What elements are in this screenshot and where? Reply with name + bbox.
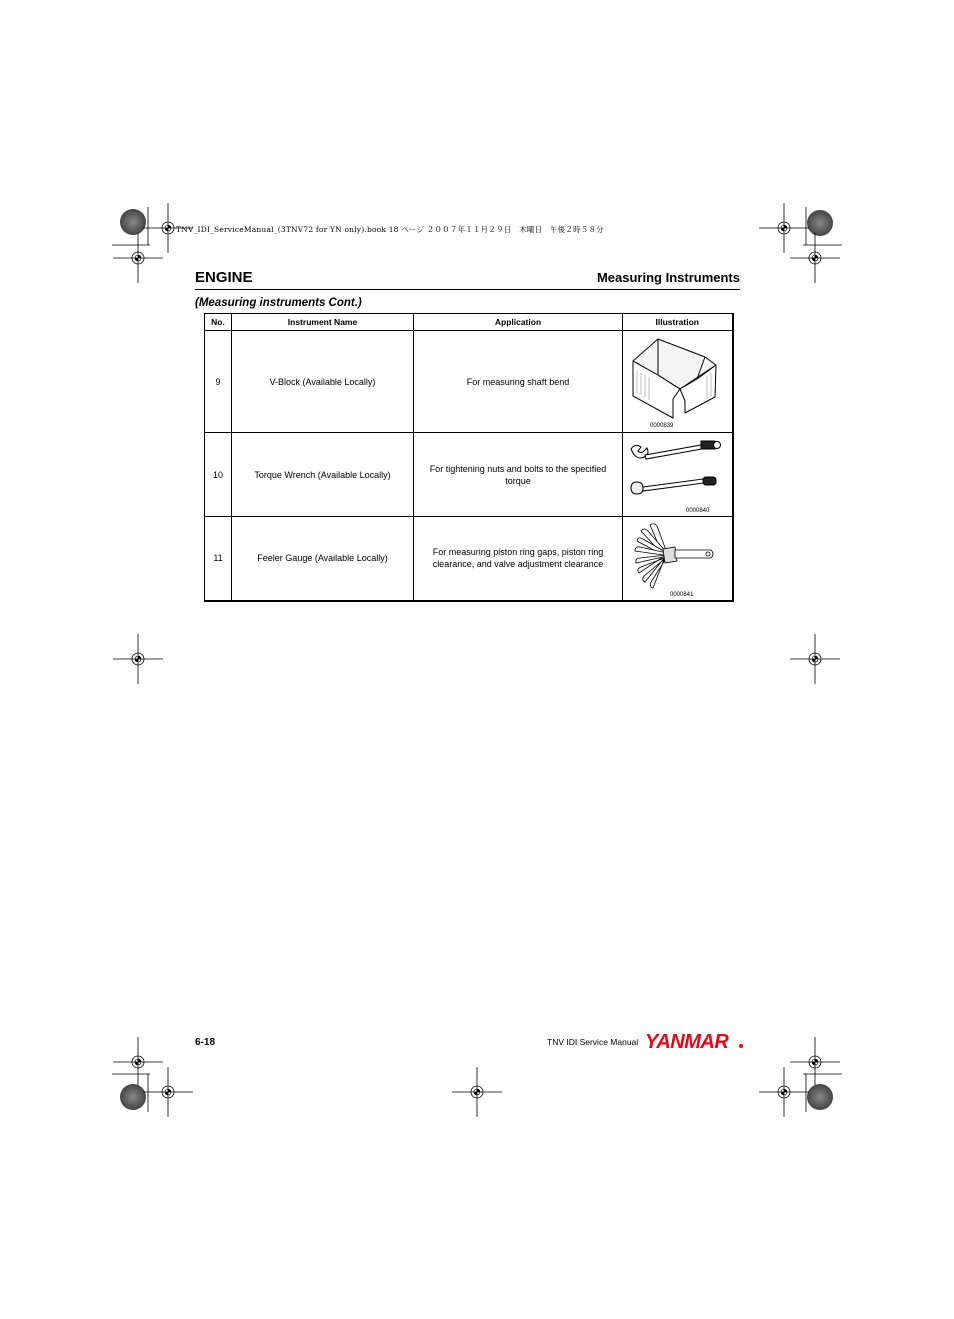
color-wheel-icon xyxy=(807,210,833,236)
instrument-name: V-Block (Available Locally) xyxy=(232,331,414,433)
illustration-code: 0000839 xyxy=(650,423,674,429)
illustration-cell xyxy=(623,331,733,433)
row-number: 10 xyxy=(205,433,232,517)
color-wheel-icon xyxy=(120,209,146,235)
instrument-name: Torque Wrench (Available Locally) xyxy=(232,433,414,517)
instrument-name: Feeler Gauge (Available Locally) xyxy=(232,517,414,601)
table-header-row xyxy=(205,314,733,331)
header-rule xyxy=(195,289,740,290)
instrument-application: For measuring shaft bend xyxy=(414,331,623,433)
column-header: Instrument Name xyxy=(232,314,414,331)
yanmar-logo xyxy=(645,1030,745,1052)
print-header: TNV_IDI_ServiceManual_(3TNV72 for YN only).book 18 ページ ２００７年１１月２９日 木曜日 午後２時５８分 xyxy=(176,225,604,234)
manual-title: TNV IDI Service Manual xyxy=(547,1037,639,1047)
row-number: 11 xyxy=(205,517,232,601)
color-wheel-icon xyxy=(807,1084,833,1110)
instrument-application: For measuring piston ring gaps, piston ring clearance, and valve adjustment clearance xyxy=(414,517,623,601)
table-row xyxy=(205,433,733,517)
column-header: Application xyxy=(414,314,623,331)
instruments-table xyxy=(204,313,734,602)
column-header: No. xyxy=(205,314,232,331)
page-title: Measuring Instruments xyxy=(596,270,740,285)
section-title: ENGINE xyxy=(195,269,253,286)
color-wheel-icon xyxy=(120,1084,146,1110)
illustration-cell xyxy=(623,517,733,601)
illustration-code: 0000841 xyxy=(670,592,694,598)
subheading: (Measuring instruments Cont.) xyxy=(195,297,362,309)
table-row xyxy=(205,517,733,601)
row-number: 9 xyxy=(205,331,232,433)
page-number: 6-18 xyxy=(195,1037,216,1048)
illustration-code: 0000840 xyxy=(686,508,710,514)
instrument-application: For tightening nuts and bolts to the specified torque xyxy=(414,433,623,517)
column-header: Illustration xyxy=(623,314,733,331)
table-row xyxy=(205,331,733,433)
v-block-illustration xyxy=(623,331,733,431)
svg-text:YANMAR: YANMAR xyxy=(645,1031,729,1052)
feeler-gauge-illustration xyxy=(623,517,733,597)
torque-wrench-illustration xyxy=(623,433,733,513)
illustration-cell xyxy=(623,433,733,517)
